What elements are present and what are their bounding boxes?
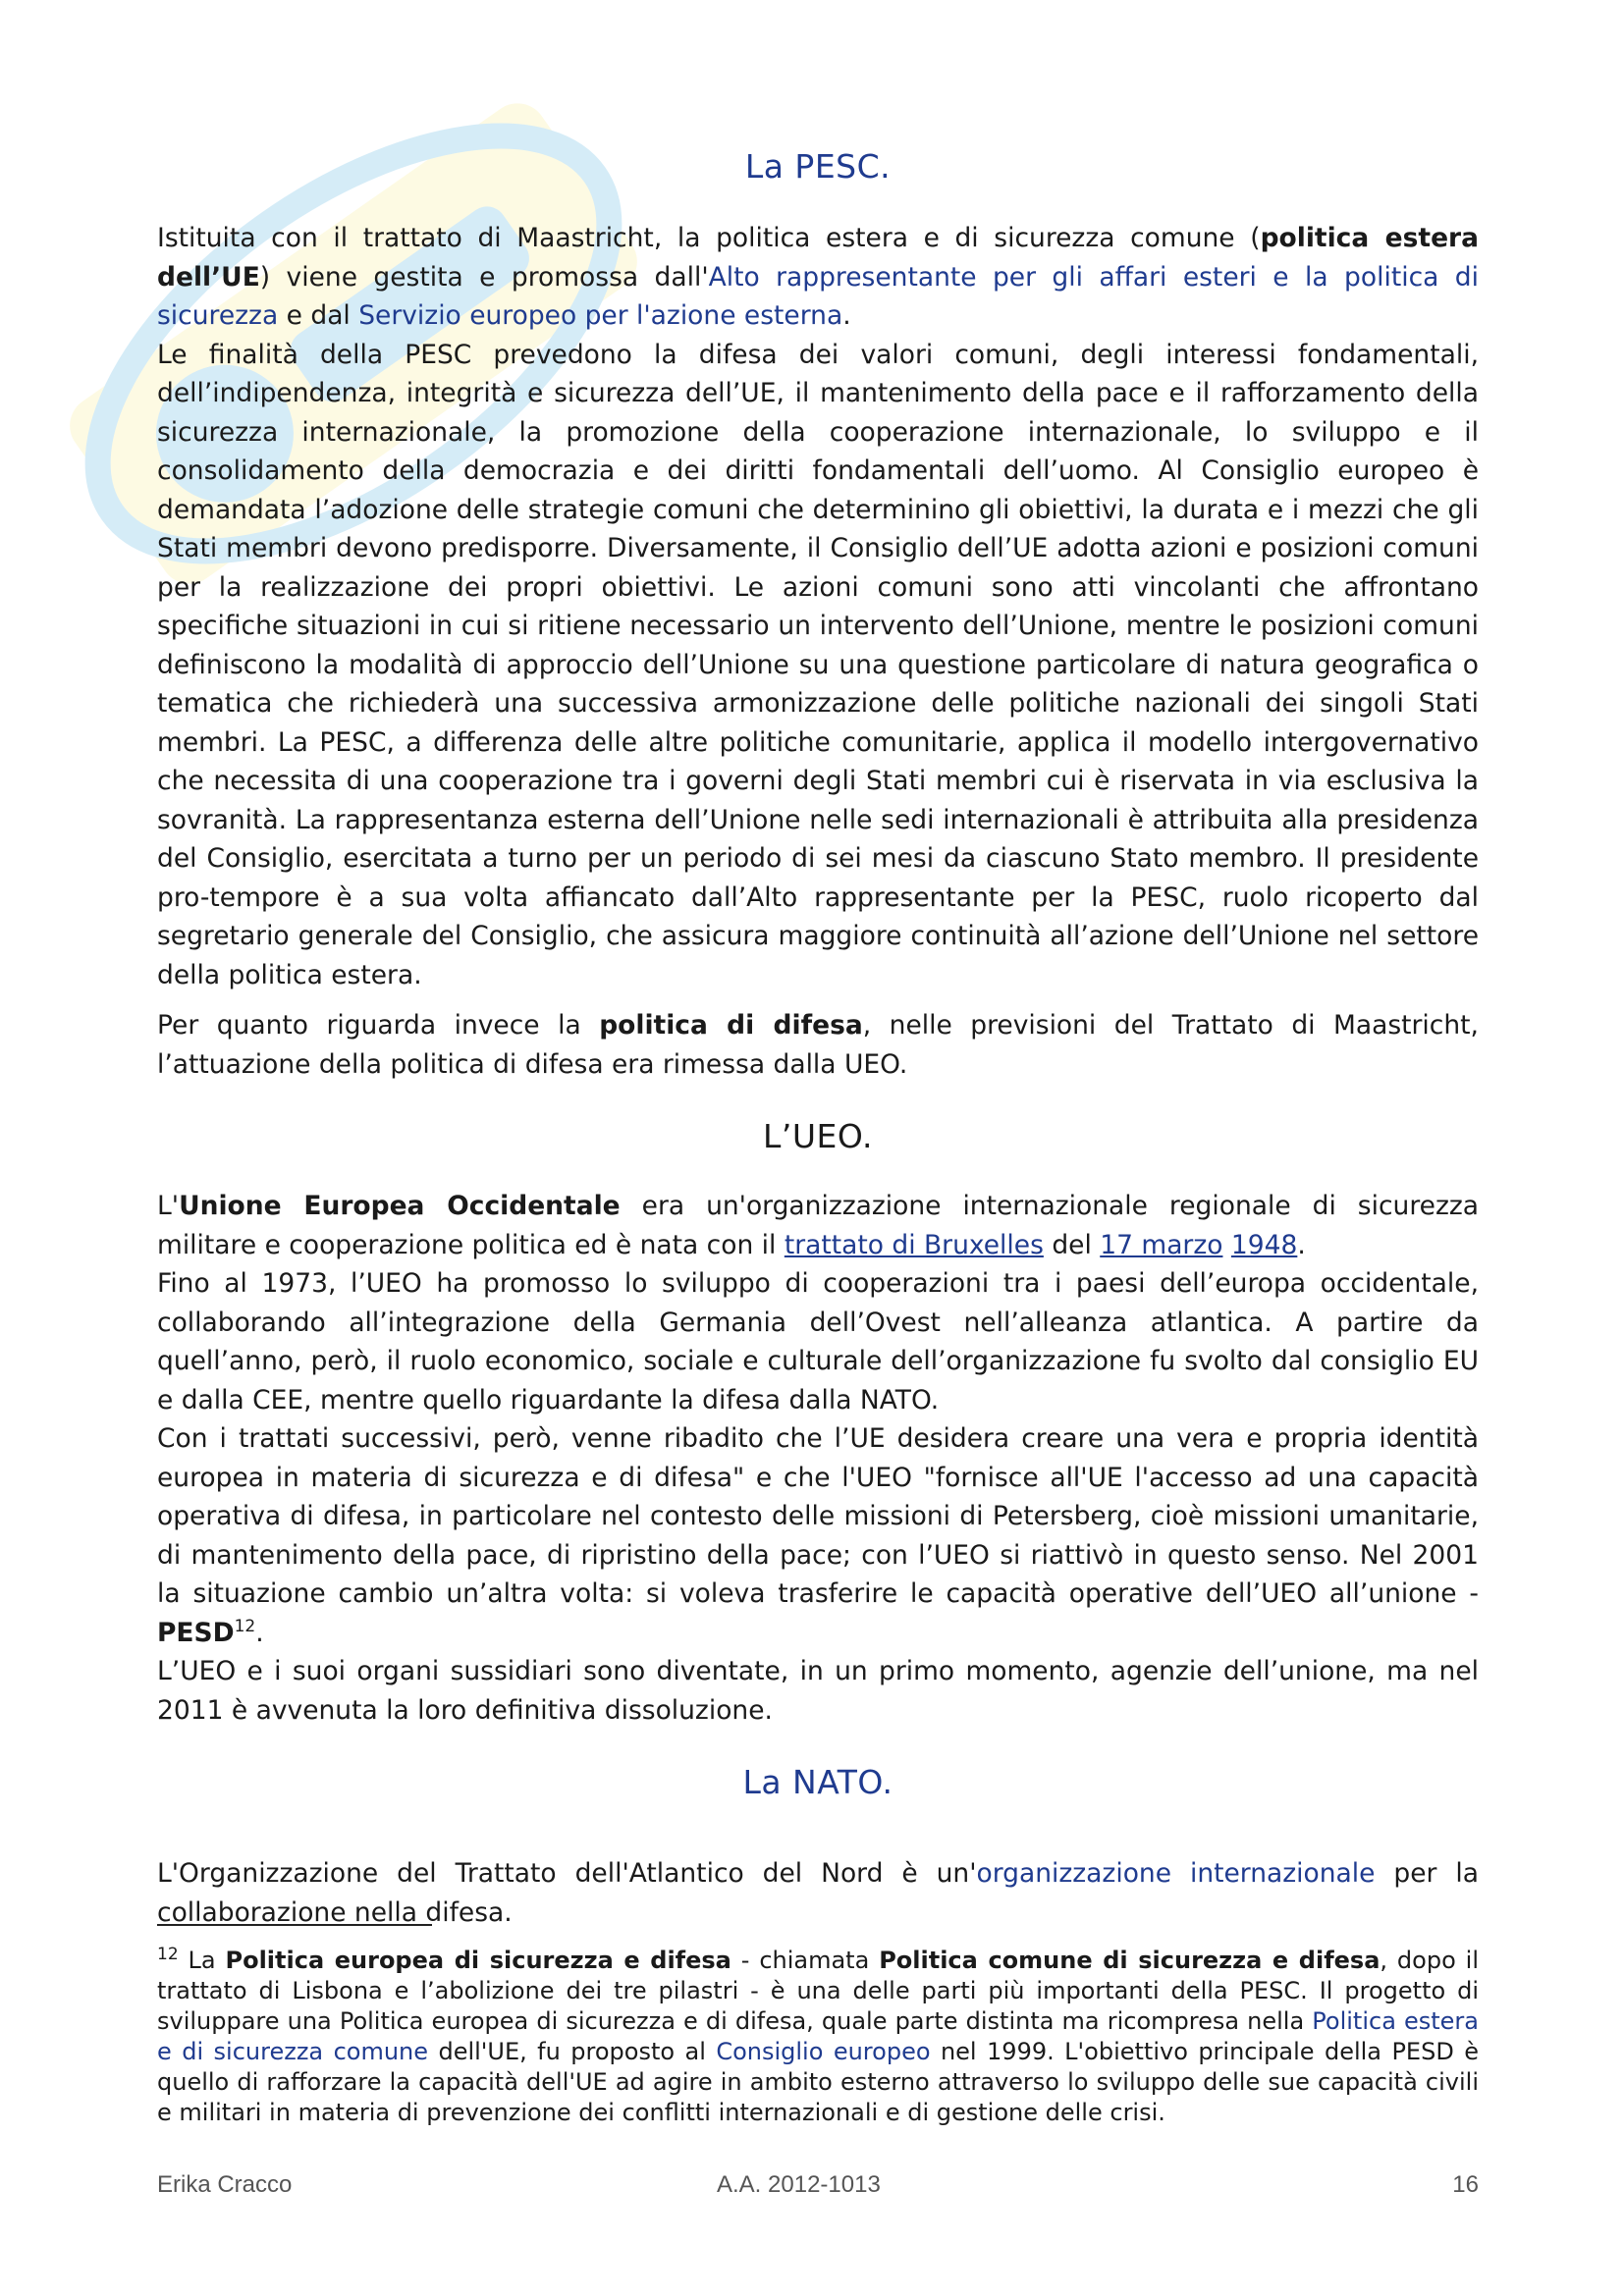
link-politica-estera[interactable]: Politica estera e di sicurezza comune bbox=[157, 2007, 1480, 2065]
text: Istituita con il trattato di Maastricht, la politica estera e di sicurezza comune ( bbox=[157, 223, 1261, 253]
pesc-paragraph-3 bbox=[157, 1006, 1479, 1084]
text: del bbox=[1043, 1229, 1101, 1260]
pesc-paragraph-2: Le finalità della PESC prevedono la difesa dei valori comuni, degli interessi fondamentali, dell’indipendenza, integrità e sicurezza dell’UE, il mantenimento della pace e il rafforzamento della sicurezza internazionale, la promozione della cooperazione internazionale, lo sviluppo e il consolidamento della democrazia e dei diritti fondamentali dell’uomo. Al Consiglio europeo è demandata l’adozione delle strategie comuni che determinino gli obiettivi, la durata e i mezzi che gli Stati membri devono predisporre. Diversamente, il Consiglio dell’UE adotta azioni e posizioni comuni per la realizzazione dei propri obiettivi. Le azioni comuni sono atti vincolanti che affrontano specifiche situazioni in cui si ritiene necessario un intervento dell’Unione, mentre le posizioni comuni definiscono la modalità di approccio dell’Unione su una questione particolare di natura geografica o tematica che richiederà una successiva armonizzazione delle politiche nazionali dei singoli Stati membri. La PESC, a differenza delle altre politiche comunitarie, applica il modello intergovernativo che necessita di una cooperazione tra i governi degli Stati membri cui è riservata in via esclusiva la sovranità. La rappresentanza esterna dell’Unione nelle sedi internazionali è attribuita alla presidenza del Consiglio, esercitata a turno per un periodo di sei mesi da ciascuno Stato membro. Il presidente pro-tempore è a sua volta affiancato dall’Alto rappresentante per la PESC, ruolo ricoperto dal segretario generale del Consiglio, che assicura maggiore continuità all’azione dell’Unione nel settore della politica estera. bbox=[157, 339, 1479, 990]
link-consiglio-europeo[interactable]: Consiglio europeo bbox=[716, 2038, 931, 2065]
text: . bbox=[1297, 1229, 1306, 1260]
text: e dal bbox=[278, 300, 359, 331]
footnote-12 bbox=[157, 1946, 1479, 2128]
text: Per quanto riguarda invece la bbox=[157, 1010, 600, 1041]
pesc-paragraph-1 bbox=[157, 219, 1479, 336]
link-17-marzo[interactable]: 17 marzo bbox=[1100, 1229, 1223, 1260]
text: - chiamata bbox=[731, 1947, 880, 1974]
text: nel 1999. L'obiettivo principale della PESD è quello di rafforzare la capacità dell'UE ad agire in ambito esterno attraverso lo sviluppo delle sue capacità civili e militari in materia di prevenzione dei conflitti internazionali e di gestione delle crisi. bbox=[157, 2038, 1480, 2126]
footer-page-number: 16 bbox=[1452, 2171, 1479, 2198]
bold-text: politica di difesa bbox=[599, 1010, 863, 1041]
footer-author: Erika Cracco bbox=[157, 2171, 293, 2198]
page-content bbox=[157, 147, 1479, 1932]
nato-paragraph-1 bbox=[157, 1854, 1479, 1932]
text: . bbox=[255, 1617, 264, 1648]
text bbox=[1222, 1230, 1230, 1260]
bold-text: Politica europea di sicurezza e difesa bbox=[225, 1947, 731, 1974]
bold-text: Politica comune di sicurezza e difesa bbox=[879, 1947, 1380, 1974]
footnote-number: 12 bbox=[157, 1945, 179, 1964]
ueo-paragraph-2: Fino al 1973, l’UEO ha promosso lo sviluppo di cooperazioni tra i paesi dell’europa occidentale, collaborando all’integrazione della Germania dell’Ovest nell’alleanza atlantica. A partire da quell’anno, però, il ruolo economico, sociale e culturale dell’organizzazione fu svolto dal consiglio EU e dalla CEE, mentre quello riguardante la difesa dalla NATO. bbox=[157, 1268, 1479, 1415]
bold-text: PESD bbox=[157, 1617, 235, 1648]
text: L' bbox=[157, 1191, 180, 1221]
ueo-paragraph-4: L’UEO e i suoi organi sussidiari sono diventate, in un primo momento, agenzie dell’unione, ma nel 2011 è avvenuta la loro definitiva dissoluzione. bbox=[157, 1656, 1479, 1726]
text: per la collaborazione nella difesa. bbox=[157, 1858, 1479, 1928]
link-organizzazione-internazionale[interactable]: organizzazione internazionale bbox=[976, 1858, 1376, 1889]
bold-text: Unione Europea Occidentale bbox=[179, 1191, 621, 1221]
link-alto-rappresentante[interactable]: Alto rappresentante per gli affari esteri e la politica di sicurezza bbox=[157, 261, 1479, 331]
text: La bbox=[178, 1947, 226, 1974]
section-title-nato: La NATO. bbox=[742, 1763, 893, 1801]
footer-academic-year: A.A. 2012-1013 bbox=[717, 2171, 881, 2198]
footnote-ref[interactable]: 12 bbox=[234, 1616, 256, 1636]
text: ) viene gestita e promossa dall' bbox=[259, 261, 709, 293]
link-trattato-bruxelles[interactable]: trattato di Bruxelles bbox=[784, 1229, 1044, 1260]
ueo-paragraph-1 bbox=[157, 1187, 1479, 1264]
footnote-divider bbox=[157, 1924, 432, 1926]
text: era un'organizzazione internazionale regionale di sicurezza militare e cooperazione politica ed è nata con il bbox=[157, 1191, 1480, 1260]
link-1948[interactable]: 1948 bbox=[1230, 1229, 1298, 1260]
link-servizio-europeo[interactable]: Servizio europeo per l'azione esterna bbox=[358, 300, 843, 331]
section-title-ueo: L’UEO. bbox=[762, 1117, 873, 1155]
ueo-paragraph-3 bbox=[157, 1419, 1479, 1652]
section-title-pesc: La PESC. bbox=[744, 147, 892, 186]
text: L'Organizzazione del Trattato dell'Atlantico del Nord è un' bbox=[157, 1858, 977, 1889]
text: , nelle previsioni del Trattato di Maastricht, l’attuazione della politica di difesa era rimessa dalla UEO. bbox=[157, 1010, 1479, 1080]
text: , dopo il trattato di Lisbona e l’abolizione dei tre pilastri - è una delle parti più importanti della PESC. Il progetto di sviluppare una Politica europea di sicurezza e di difesa, quale parte distinta ma ricompresa nella bbox=[157, 1947, 1479, 2035]
text: Con i trattati successivi, però, venne ribadito che l’UE desidera creare una vera e propria identità europea in materia di sicurezza e di difesa" e che l'UEO "fornisce all'UE l'accesso ad una capacità operativa di difesa, in particolare nel contesto delle missioni di Petersberg, cioè missioni umanitarie, di mantenimento della pace, di ripristino della pace; con l’UEO si riattivò in questo senso. Nel 2001 la situazione cambio un’altra volta: si voleva trasferire le capacità operative dell’UEO all’unione - bbox=[157, 1423, 1479, 1609]
bold-text: politica estera dell’UE bbox=[157, 223, 1480, 293]
text: . bbox=[842, 300, 851, 331]
text: dell'UE, fu proposto al bbox=[428, 2038, 717, 2065]
